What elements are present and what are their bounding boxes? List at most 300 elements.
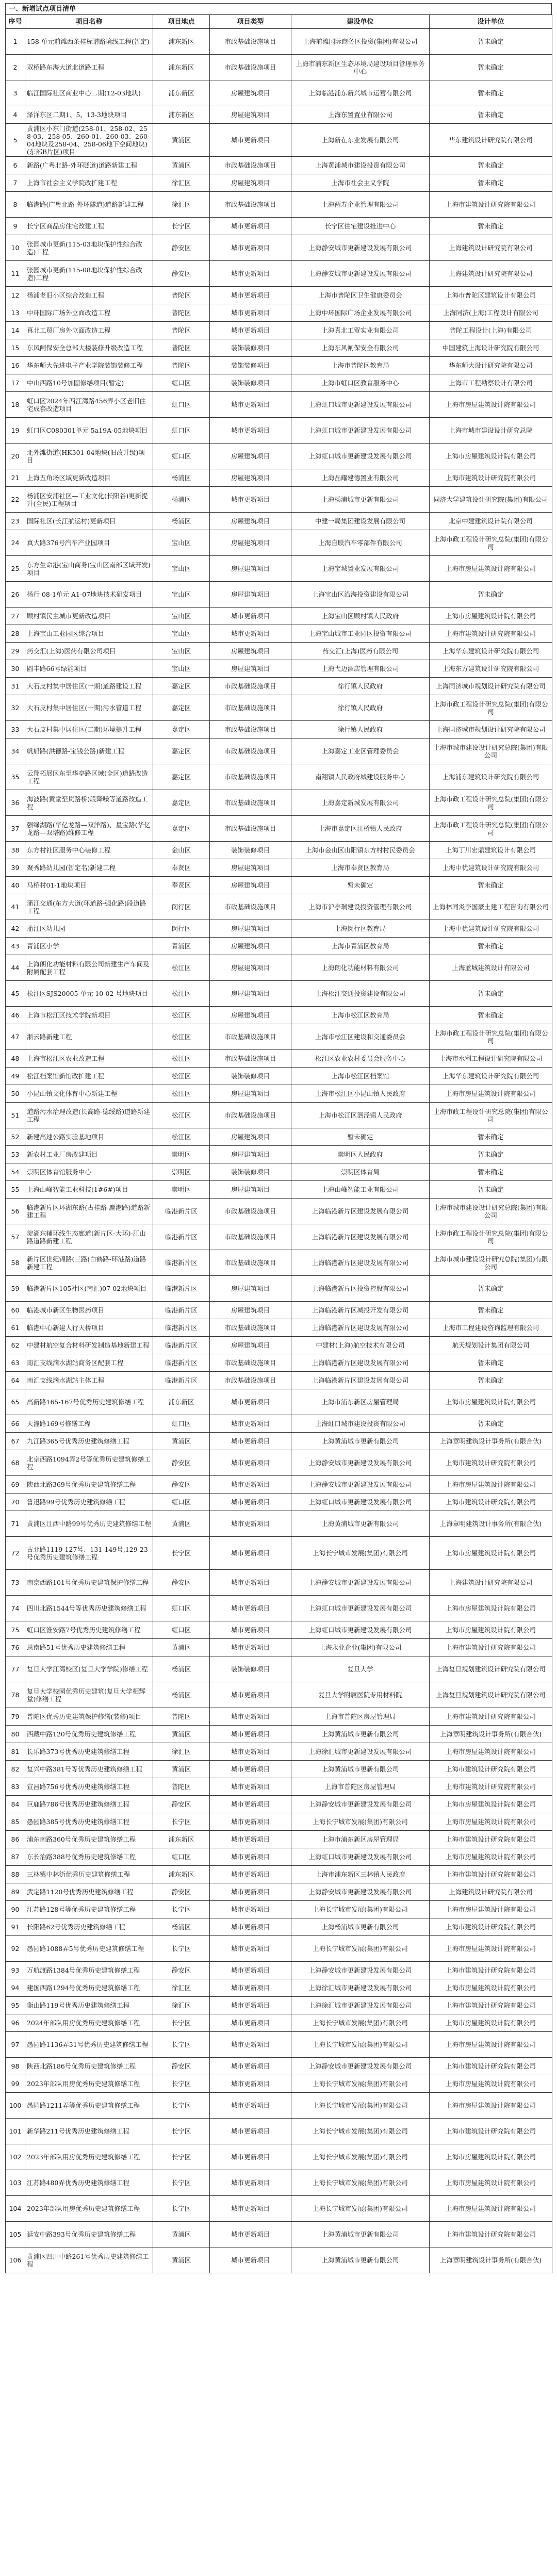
cell-location: 杨浦区 <box>153 1918 210 1936</box>
table-row <box>6 530 552 556</box>
cell-builder: 中建材(上海)航空技术有限公司 <box>291 1337 430 1354</box>
cell-builder: 上海长宁城市发展(集团)有限公司 <box>291 2119 430 2144</box>
cell-type: 城市更新项目 <box>210 2144 291 2170</box>
cell-builder: 上海临港浦东新兴城市运营有限公司 <box>291 80 430 106</box>
cell-designer: 暂未确定 <box>430 981 552 1007</box>
cell-index: 53 <box>6 1146 25 1163</box>
cell-builder: 上海长宁城市发展(集团)有限公司 <box>291 2075 430 2093</box>
cell-project-name: 上海山峰智能工业科技(1#6#)项目 <box>25 1181 153 1199</box>
cell-index: 29 <box>6 643 25 660</box>
cell-builder: 上海市普陀区房屋管理局 <box>291 1708 430 1726</box>
cell-type: 市政基础设施项目 <box>210 790 291 816</box>
cell-type: 房屋建筑项目 <box>210 513 291 530</box>
cell-designer: 暂未确定 <box>430 582 552 608</box>
cell-project-name: 道路污水治理改造(长高路-德绥路)道路新建工程 <box>25 1103 153 1128</box>
cell-project-name: 宣昌路756号优秀历史建筑修缮工程 <box>25 1778 153 1796</box>
cell-builder: 上海长宁城市发展(集团)有限公司 <box>291 1901 430 1918</box>
cell-builder: 上海长宁城市发展(集团)有限公司 <box>291 1936 430 1962</box>
cell-index: 10 <box>6 235 25 261</box>
cell-designer: 上海市房屋建筑设计院有限公司 <box>430 2196 552 2222</box>
table-row <box>6 1224 552 1250</box>
table-row <box>6 816 552 842</box>
cell-index: 8 <box>6 192 25 218</box>
cell-designer: 上海市房屋建筑设计院有限公司 <box>430 444 552 469</box>
table-row <box>6 920 552 938</box>
cell-builder: 复旦大学附属医院专用材料院 <box>291 1682 430 1708</box>
cell-designer: 暂未确定 <box>430 157 552 174</box>
cell-type: 城市更新项目 <box>210 608 291 625</box>
cell-designer: 上海市建筑设计研究院有限公司 <box>430 1778 552 1796</box>
cell-index: 19 <box>6 418 25 444</box>
table-row <box>6 304 552 322</box>
cell-designer: 上海丁川宏鼎建筑设计有限公司 <box>430 842 552 859</box>
cell-location: 松江区 <box>153 981 210 1007</box>
cell-builder: 上海黄浦城市更新有限公司 <box>291 1761 430 1778</box>
cell-designer: 上海建筑设计研究院有限公司 <box>430 235 552 261</box>
cell-location: 长宁区 <box>153 2144 210 2170</box>
cell-location: 临港新片区 <box>153 1372 210 1389</box>
cell-location: 黄浦区 <box>153 124 210 157</box>
cell-builder: 上海静安城市更新建设发展有限公司 <box>291 235 430 261</box>
cell-builder: 上海市普陀区卫生健康委员会 <box>291 287 430 304</box>
table-row <box>6 1639 552 1656</box>
table-row <box>6 1866 552 1883</box>
table-row <box>6 1883 552 1901</box>
cell-builder: 上海东风闸保安全有限公司 <box>291 339 430 357</box>
cell-project-name: 临港中心新建人行天桥项目 <box>25 1319 153 1337</box>
cell-index: 45 <box>6 981 25 1007</box>
cell-project-name: 武定路1120号优秀历史建筑修缮工程 <box>25 1883 153 1901</box>
cell-designer: 上海市建筑设计研究院有限公司 <box>430 1831 552 1848</box>
cell-location: 杨浦区 <box>153 1682 210 1708</box>
header-designer: 设计单位 <box>430 15 552 29</box>
cell-builder: 上海临港新片区建设发展有限公司 <box>291 1224 430 1250</box>
table-row <box>6 1656 552 1682</box>
cell-builder: 上海静安城市更新建设发展有限公司 <box>291 1962 430 1979</box>
cell-builder: 南翔镇人民政府城建设服务中心 <box>291 764 430 790</box>
cell-index: 36 <box>6 790 25 816</box>
cell-project-name: 复兴中路381号等优秀历史建筑修缮工程 <box>25 1761 153 1778</box>
table-row <box>6 1068 552 1085</box>
table-row <box>6 1050 552 1068</box>
table-row <box>6 1163 552 1181</box>
table-row <box>6 124 552 157</box>
table-row <box>6 1918 552 1936</box>
cell-location: 静安区 <box>153 1883 210 1901</box>
cell-builder: 上海市虹口区教育服务中心 <box>291 374 430 392</box>
cell-index: 49 <box>6 1068 25 1085</box>
cell-index: 75 <box>6 1621 25 1639</box>
cell-location: 杨浦区 <box>153 469 210 487</box>
cell-designer: 上海市建筑设计研究院有限公司 <box>430 2119 552 2144</box>
cell-designer: 上海市工程建设咨询监理有限公司 <box>430 1319 552 1337</box>
table-row <box>6 608 552 625</box>
cell-type: 市政基础设施项目 <box>210 721 291 739</box>
cell-index: 91 <box>6 1918 25 1936</box>
cell-builder: 上海临港新片区建设发展有限公司 <box>291 1354 430 1372</box>
table-row <box>6 1796 552 1813</box>
cell-index: 89 <box>6 1883 25 1901</box>
cell-project-name: 三林镇中林街优秀历史建筑修缮工程 <box>25 1866 153 1883</box>
cell-location: 闵行区 <box>153 920 210 938</box>
cell-index: 41 <box>6 894 25 920</box>
cell-builder: 上海市金山区山阳镇东方村村民委员会 <box>291 842 430 859</box>
cell-location: 宝山区 <box>153 643 210 660</box>
table-row <box>6 106 552 124</box>
cell-index: 93 <box>6 1962 25 1979</box>
cell-designer: 上海市房屋建筑设计院有限公司 <box>430 392 552 418</box>
cell-project-name: 临港新片区环湖东路(古桂路-鹿港路)道路新建工程 <box>25 1199 153 1224</box>
cell-builder: 上海徐汇城市更新建设发展有限公司 <box>291 1979 430 1997</box>
cell-builder: 上海两寿企业管理有限公司 <box>291 192 430 218</box>
cell-index: 1 <box>6 29 25 55</box>
cell-index: 73 <box>6 1570 25 1596</box>
cell-project-name: 虹口区淮安路7号优秀历史建筑修缮工程 <box>25 1621 153 1639</box>
cell-location: 长宁区 <box>153 2014 210 2032</box>
table-row <box>6 842 552 859</box>
cell-designer: 上海市房屋建筑设计院有限公司 <box>430 1936 552 1962</box>
cell-project-name: 天潼路169号修缮工程 <box>25 1415 153 1433</box>
cell-location: 长宁区 <box>153 2119 210 2144</box>
cell-project-name: 鲁迅路99号优秀历史建筑修缮工程 <box>25 1494 153 1511</box>
cell-index: 90 <box>6 1901 25 1918</box>
table-header-row <box>6 15 552 29</box>
cell-index: 59 <box>6 1276 25 1302</box>
cell-project-name: 南汇支线滴水湖站商务区配套工程 <box>25 1354 153 1372</box>
cell-designer: 上海市房屋建筑设计院有限公司 <box>430 1796 552 1813</box>
table-row <box>6 469 552 487</box>
cell-index: 86 <box>6 1831 25 1848</box>
cell-index: 103 <box>6 2170 25 2196</box>
cell-builder: 上海静安城市更新建设发展有限公司 <box>291 1450 430 1476</box>
cell-index: 9 <box>6 218 25 235</box>
cell-designer: 暂未确定 <box>430 218 552 235</box>
cell-designer: 上海市房屋建筑设计院有限公司 <box>430 608 552 625</box>
cell-builder: 上海市松江区教育局 <box>291 1007 430 1024</box>
cell-index: 79 <box>6 1708 25 1726</box>
table-row <box>6 1848 552 1866</box>
cell-builder: 上海市社会主义学院 <box>291 174 430 192</box>
cell-builder: 上海市松江区小昆山镇人民政府 <box>291 1085 430 1103</box>
cell-project-name: 西藏中路120号优秀历史建筑修缮工程 <box>25 1726 153 1743</box>
cell-builder: 上海市松江区建设和交通委员会 <box>291 1024 430 1050</box>
cell-location: 静安区 <box>153 1476 210 1494</box>
table-row <box>6 721 552 739</box>
cell-type: 城市更新项目 <box>210 218 291 235</box>
cell-designer: 上海建筑设计研究院有限公司 <box>430 1883 552 1901</box>
cell-builder: 上海长宁城市发展(集团)有限公司 <box>291 2093 430 2119</box>
cell-builder: 上海黄浦城市更新有限公司 <box>291 2222 430 2247</box>
cell-type: 城市更新项目 <box>210 1936 291 1962</box>
cell-project-name: 上海市社会主义学院改扩建工程 <box>25 174 153 192</box>
table-row <box>6 2119 552 2144</box>
cell-builder: 上海市浦东新区生态环境局建设项目管理事务中心 <box>291 55 430 80</box>
cell-index: 20 <box>6 444 25 469</box>
cell-designer: 上海中优建筑设计研究院有限公司 <box>430 920 552 938</box>
cell-index: 63 <box>6 1354 25 1372</box>
cell-designer: 暂未确定 <box>430 1007 552 1024</box>
table-row <box>6 643 552 660</box>
cell-project-name: 中环国际广场外立面改造工程 <box>25 304 153 322</box>
table-row <box>6 2170 552 2196</box>
cell-location: 浦东新区 <box>153 1831 210 1848</box>
cell-index: 14 <box>6 322 25 339</box>
cell-project-name: 张园城市更新(115-08地块保护性综合改造)工程 <box>25 261 153 287</box>
table-row <box>6 739 552 764</box>
header-location: 项目地点 <box>153 15 210 29</box>
cell-designer: 华东建筑设计研究院有限公司 <box>430 124 552 157</box>
cell-designer: 上海市建筑设计研究院有限公司 <box>430 192 552 218</box>
cell-index: 48 <box>6 1050 25 1068</box>
table-row <box>6 1450 552 1476</box>
cell-builder: 上海嘉定工业区管理委员会 <box>291 739 430 764</box>
table-row <box>6 1372 552 1389</box>
cell-type: 城市更新项目 <box>210 1537 291 1570</box>
cell-builder: 上海黄浦城市更新有限公司 <box>291 1511 430 1537</box>
cell-index: 12 <box>6 287 25 304</box>
cell-project-name: 东长治路388号优秀历史建筑修缮工程 <box>25 1848 153 1866</box>
table-row <box>6 1476 552 1494</box>
cell-builder: 上海长宁城市发展(集团)有限公司 <box>291 1813 430 1831</box>
table-row <box>6 1596 552 1621</box>
cell-project-name: 2023年部队用房优秀历史建筑修缮工程 <box>25 2075 153 2093</box>
cell-project-name: 愚园路1088弄5号优秀历史建筑修缮工程 <box>25 1936 153 1962</box>
cell-designer: 上海市建筑设计研究院有限公司 <box>430 1708 552 1726</box>
cell-designer: 暂未确定 <box>430 938 552 955</box>
cell-type: 装饰装修项目 <box>210 339 291 357</box>
cell-type: 市政基础设施项目 <box>210 29 291 55</box>
cell-designer: 暂未确定 <box>430 55 552 80</box>
cell-location: 嘉定区 <box>153 816 210 842</box>
cell-location: 嘉定区 <box>153 764 210 790</box>
cell-designer: 上海市工程勘察设计有限公司 <box>430 374 552 392</box>
cell-builder: 上海虹口城市更新建设发展有限公司 <box>291 1621 430 1639</box>
cell-location: 普陀区 <box>153 1778 210 1796</box>
cell-designer: 上海市城市建设设计研究总院 <box>430 418 552 444</box>
cell-designer: 上海市房屋建筑设计院有限公司 <box>430 2075 552 2093</box>
cell-type: 房屋建筑项目 <box>210 877 291 894</box>
cell-designer: 上海市城市建设设计研究总院(集团)有限公司 <box>430 1250 552 1276</box>
cell-project-name: 上海市松江区技术学院新项目 <box>25 1007 153 1024</box>
table-row <box>6 392 552 418</box>
cell-type: 城市更新项目 <box>210 1918 291 1936</box>
cell-index: 81 <box>6 1743 25 1761</box>
cell-index: 95 <box>6 1997 25 2014</box>
cell-project-name: 建国西路1294号优秀历史建筑修缮工程 <box>25 1979 153 1997</box>
cell-index: 47 <box>6 1024 25 1050</box>
cell-location: 临港新片区 <box>153 1276 210 1302</box>
table-row <box>6 513 552 530</box>
cell-designer: 暂未确定 <box>430 1415 552 1433</box>
cell-project-name: 临港城市新区生物医药项目 <box>25 1302 153 1319</box>
cell-index: 61 <box>6 1319 25 1337</box>
cell-location: 松江区 <box>153 1068 210 1085</box>
cell-location: 宝山区 <box>153 582 210 608</box>
table-row <box>6 1302 552 1319</box>
cell-project-name: 黄浦区四川中路261号优秀历史建筑修缮工程 <box>25 2247 153 2273</box>
cell-type: 装饰装修项目 <box>210 842 291 859</box>
cell-location: 长宁区 <box>153 2196 210 2222</box>
cell-index: 92 <box>6 1936 25 1962</box>
table-row <box>6 894 552 920</box>
cell-type: 城市更新项目 <box>210 625 291 643</box>
table-row <box>6 2093 552 2119</box>
cell-designer: 上海市普陀区建筑设计有限公司 <box>430 287 552 304</box>
cell-designer: 上海复旦规划建筑设计研究院有限公司 <box>430 1682 552 1708</box>
cell-designer: 上海中优建筑设计研究院有限公司 <box>430 859 552 877</box>
cell-location: 奉贤区 <box>153 859 210 877</box>
cell-location: 松江区 <box>153 955 210 981</box>
cell-index: 44 <box>6 955 25 981</box>
table-row <box>6 80 552 106</box>
cell-designer: 上海市政工程设计研究总院(集团)有限公司 <box>430 1024 552 1050</box>
cell-type: 市政基础设施项目 <box>210 894 291 920</box>
table-row <box>6 1389 552 1415</box>
cell-project-name: 南汇支线滴水湖站主体工程 <box>25 1372 153 1389</box>
cell-project-name: 临港路(广粤北路-外环隧道)道路新建工程 <box>25 192 153 218</box>
table-row <box>6 1537 552 1570</box>
cell-index: 33 <box>6 721 25 739</box>
cell-builder: 上海虹口城市更新建设发展有限公司 <box>291 1494 430 1511</box>
cell-type: 房屋建筑项目 <box>210 80 291 106</box>
cell-type: 房屋建筑项目 <box>210 643 291 660</box>
header-index: 序号 <box>6 15 25 29</box>
cell-project-name: 东方生命港(宝山商务(宝山区南部区域开发)项目 <box>25 556 153 582</box>
cell-project-name: 浦东南路360号优秀历史建筑修缮工程 <box>25 1831 153 1848</box>
cell-project-name: 万航渡路1384号优秀历史建筑修缮工程 <box>25 1962 153 1979</box>
cell-index: 4 <box>6 106 25 124</box>
cell-index: 94 <box>6 1979 25 1997</box>
cell-type: 市政基础设施项目 <box>210 1354 291 1372</box>
cell-builder: 上海临港新片区建设发展有限公司 <box>291 1319 430 1337</box>
cell-type: 城市更新项目 <box>210 2119 291 2144</box>
cell-designer: 暂未确定 <box>430 1128 552 1146</box>
cell-type: 房屋建筑项目 <box>210 444 291 469</box>
cell-index: 58 <box>6 1250 25 1276</box>
cell-type: 城市更新项目 <box>210 1570 291 1596</box>
cell-type: 市政基础设施项目 <box>210 678 291 695</box>
cell-builder: 上海虹口城市更新建设发展有限公司 <box>291 1848 430 1866</box>
cell-index: 64 <box>6 1372 25 1389</box>
table-row <box>6 1181 552 1199</box>
table-row <box>6 55 552 80</box>
cell-index: 82 <box>6 1761 25 1778</box>
cell-location: 青浦区 <box>153 938 210 955</box>
cell-type: 城市更新项目 <box>210 2222 291 2247</box>
cell-builder: 上海静安城市更新建设发展有限公司 <box>291 1476 430 1494</box>
cell-project-name: 九江路365号优秀历史建筑修缮工程 <box>25 1433 153 1450</box>
cell-type: 城市更新项目 <box>210 1813 291 1831</box>
cell-index: 62 <box>6 1337 25 1354</box>
cell-type: 房屋建筑项目 <box>210 660 291 678</box>
cell-project-name: 华东师大先进电子产业学院装饰装修工程 <box>25 357 153 374</box>
header-type: 项目类型 <box>210 15 291 29</box>
cell-location: 宝山区 <box>153 530 210 556</box>
cell-designer: 上海林同炎李国豪土建工程咨询有限公司 <box>430 894 552 920</box>
cell-type: 城市更新项目 <box>210 1901 291 1918</box>
cell-project-name: 2024年部队用房优秀历史建筑修缮工程 <box>25 2014 153 2032</box>
table-row <box>6 2014 552 2032</box>
cell-project-name: 云翔拓展区东至华亭路区域(全区)道路改造工程 <box>25 764 153 790</box>
cell-index: 65 <box>6 1389 25 1415</box>
cell-builder: 上海新在东业发展有限公司 <box>291 124 430 157</box>
cell-type: 城市更新项目 <box>210 1433 291 1450</box>
cell-builder: 崇明区体育局 <box>291 1163 430 1181</box>
cell-type: 城市更新项目 <box>210 1831 291 1848</box>
cell-type: 城市更新项目 <box>210 2032 291 2058</box>
cell-index: 68 <box>6 1450 25 1476</box>
cell-index: 42 <box>6 920 25 938</box>
cell-location: 嘉定区 <box>153 721 210 739</box>
table-row <box>6 556 552 582</box>
cell-builder: 长宁区住宅建设推进中心 <box>291 218 430 235</box>
cell-type: 装饰装修项目 <box>210 1656 291 1682</box>
cell-designer: 上海市房屋建筑设计院有限公司 <box>430 1085 552 1103</box>
cell-location: 奉贤区 <box>153 877 210 894</box>
cell-location: 浦东新区 <box>153 80 210 106</box>
cell-project-name: 真大路376号汽车产业园项目 <box>25 530 153 556</box>
cell-index: 83 <box>6 1778 25 1796</box>
cell-index: 84 <box>6 1796 25 1813</box>
cell-designer: 上海市房屋建筑设计院有限公司 <box>430 556 552 582</box>
cell-location: 虹口区 <box>153 1494 210 1511</box>
cell-builder: 上海真北工贸实业有限公司 <box>291 322 430 339</box>
table-row <box>6 444 552 469</box>
cell-location: 徐汇区 <box>153 1997 210 2014</box>
table-row <box>6 1831 552 1848</box>
cell-index: 43 <box>6 938 25 955</box>
cell-location: 临港新片区 <box>153 1250 210 1276</box>
cell-type: 城市更新项目 <box>210 1979 291 1997</box>
cell-location: 松江区 <box>153 1128 210 1146</box>
table-row <box>6 418 552 444</box>
cell-index: 25 <box>6 556 25 582</box>
table-row <box>6 790 552 816</box>
cell-type: 市政基础设施项目 <box>210 192 291 218</box>
cell-location: 嘉定区 <box>153 790 210 816</box>
cell-type: 城市更新项目 <box>210 1848 291 1866</box>
cell-project-name: 愚园路385号优秀历史建筑修缮工程 <box>25 1813 153 1831</box>
cell-designer: 上海市建筑设计研究院有限公司 <box>430 1494 552 1511</box>
table-row <box>6 174 552 192</box>
cell-project-name: 思南路51号优秀历史建筑修缮工程 <box>25 1639 153 1656</box>
cell-location: 静安区 <box>153 1796 210 1813</box>
cell-index: 67 <box>6 1433 25 1450</box>
cell-type: 城市更新项目 <box>210 1389 291 1415</box>
cell-location: 临港新片区 <box>153 1354 210 1372</box>
cell-index: 31 <box>6 678 25 695</box>
cell-designer: 航天规划设计集团有限公司 <box>430 1337 552 1354</box>
cell-designer: 上海市政工程设计研究总院(集团)有限公司 <box>430 695 552 721</box>
cell-project-name: 黄浦区小东门街道(258-01、258-02、258-03、258-05、260-01、260-03、260-04地块及258-04、258-06地下空间地块)(东部B片区)项目 <box>25 124 153 157</box>
cell-designer: 上海市房屋建筑设计院有限公司 <box>430 2144 552 2170</box>
cell-project-name: 长宁区商品房住宅改建工程 <box>25 218 153 235</box>
cell-location: 静安区 <box>153 261 210 287</box>
cell-designer: 上海市建筑设计研究院有限公司 <box>430 1450 552 1476</box>
cell-designer: 上海同济城市规划设计研究院有限公司 <box>430 678 552 695</box>
table-row <box>6 29 552 55</box>
cell-designer: 上海市房屋建筑设计院有限公司 <box>430 1901 552 1918</box>
cell-location: 浦东新区 <box>153 1866 210 1883</box>
table-row <box>6 1337 552 1354</box>
cell-type: 城市更新项目 <box>210 261 291 287</box>
cell-index: 76 <box>6 1639 25 1656</box>
cell-type: 城市更新项目 <box>210 1997 291 2014</box>
cell-builder: 暂未确定 <box>291 877 430 894</box>
cell-builder: 上海临港新片区建设发展有限公司 <box>291 1250 430 1276</box>
cell-index: 2 <box>6 55 25 80</box>
cell-designer: 上海市房屋建筑设计院有限公司 <box>430 1813 552 1831</box>
